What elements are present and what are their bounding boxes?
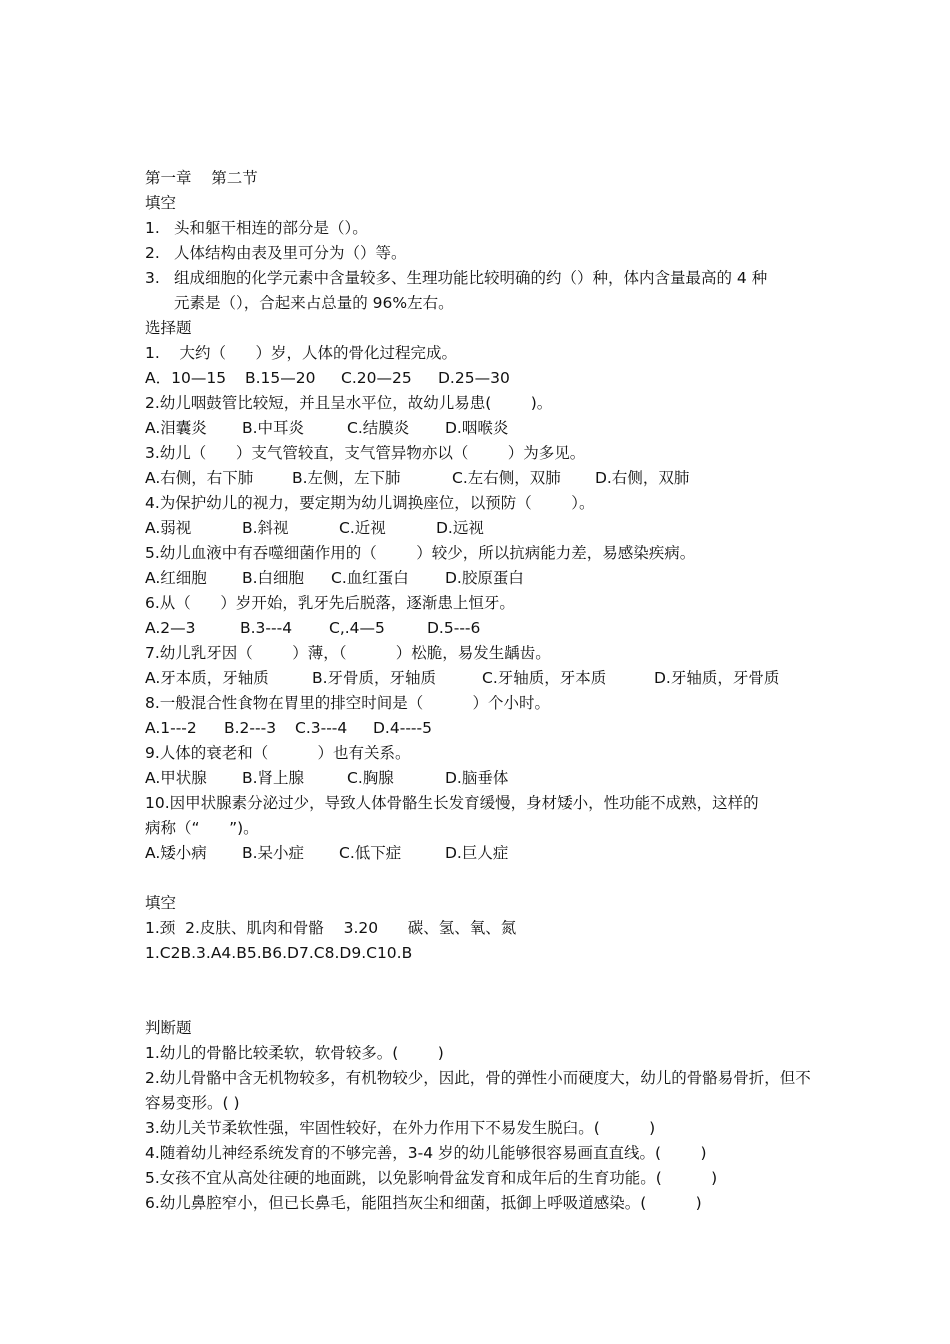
option: D.25—30	[438, 369, 510, 387]
spacer	[145, 866, 817, 891]
option: B.呆小症	[242, 844, 305, 862]
choice-question-continuation: 病称（“ ”)。	[145, 819, 259, 837]
judge-section-title: 判断题	[145, 1019, 192, 1037]
choice-options	[145, 716, 817, 741]
option: A.红细胞	[145, 569, 207, 587]
choice-options	[145, 416, 817, 441]
choice-options	[145, 616, 817, 641]
fill-item	[145, 241, 817, 266]
option: D.咽喉炎	[445, 419, 509, 437]
choice-question: 1. 大约（ ）岁，人体的骨化过程完成。	[145, 344, 458, 362]
judge-item: 6.幼儿鼻腔窄小，但已长鼻毛，能阻挡灰尘和细菌，抵御上呼吸道感染。( )	[145, 1194, 702, 1212]
option: A.1---2	[145, 719, 197, 737]
option: C,.4—5	[329, 619, 385, 637]
option: A．10—15	[145, 369, 227, 387]
option: A.2—3	[145, 619, 196, 637]
option: B.牙骨质，牙轴质	[312, 669, 437, 687]
choice-options	[145, 566, 817, 591]
fill-section-title: 填空	[145, 194, 177, 212]
choice-options	[145, 366, 817, 391]
option: B.中耳炎	[242, 419, 305, 437]
choice-options	[145, 516, 817, 541]
option: C.左右侧，双肺	[452, 469, 561, 487]
fill-item-continuation: 元素是（），合起来占总量的 96%左右。	[174, 294, 454, 312]
option: B.3---4	[240, 619, 293, 637]
choice-section-title: 选择题	[145, 319, 192, 337]
option: A.泪囊炎	[145, 419, 207, 437]
option: D.远视	[436, 519, 484, 537]
item-text: 人体结构由表及里可分为（）等。	[174, 244, 407, 262]
option: C.近视	[339, 519, 386, 537]
option: A.牙本质，牙轴质	[145, 669, 269, 687]
option: C.3---4	[295, 719, 348, 737]
choice-question: 3.幼儿（ ）支气管较直，支气管异物亦以（ ）为多见。	[145, 444, 586, 462]
item-number: 3.	[145, 269, 160, 287]
choice-options	[145, 466, 817, 491]
chapter-heading: 第一章 第二节	[145, 169, 258, 187]
choice-options	[145, 766, 817, 791]
option: C.胸腺	[347, 769, 394, 787]
fill-item	[145, 266, 817, 291]
option: A.弱视	[145, 519, 192, 537]
option: B.斜视	[242, 519, 289, 537]
option: C.20—25	[341, 369, 412, 387]
option: C.低下症	[339, 844, 402, 862]
option: C.牙轴质，牙本质	[482, 669, 607, 687]
judge-item: 3.幼儿关节柔软性强，牢固性较好，在外力作用下不易发生脱臼。( )	[145, 1119, 656, 1137]
fill-item	[145, 216, 817, 241]
spacer	[145, 966, 817, 1016]
option: B.15—20	[245, 369, 316, 387]
item-text: 组成细胞的化学元素中含量较多、生理功能比较明确的约（）种，体内含量最高的 4 种	[174, 269, 768, 287]
option: B.肾上腺	[242, 769, 305, 787]
fill-answers: 1.颈 2.皮肤、肌肉和骨骼 3.20 碳、氢、氧、氮	[145, 919, 517, 937]
option: D.4----5	[373, 719, 432, 737]
item-text: 头和躯干相连的部分是（）。	[174, 219, 368, 237]
choice-options	[145, 666, 817, 691]
choice-answers: 1.C2B.3.A4.B5.B6.D7.C8.D9.C10.B	[145, 944, 413, 962]
choice-question: 8.一般混合性食物在胃里的排空时间是（ ）个小时。	[145, 694, 551, 712]
item-number: 2.	[145, 244, 160, 262]
option: D.胶原蛋白	[445, 569, 524, 587]
choice-question: 2.幼儿咽鼓管比较短，并且呈水平位，故幼儿易患( )。	[145, 394, 553, 412]
choice-question: 6.从（ ）岁开始，乳牙先后脱落，逐渐患上恒牙。	[145, 594, 515, 612]
choice-question: 7.幼儿乳牙因（ ）薄，（ ）松脆，易发生龋齿。	[145, 644, 551, 662]
option: A.甲状腺	[145, 769, 207, 787]
document-page	[145, 166, 817, 1216]
choice-question: 4.为保护幼儿的视力，要定期为幼儿调换座位，以预防（ ）。	[145, 494, 595, 512]
choice-question: 5.幼儿血液中有吞噬细菌作用的（ ）较少，所以抗病能力差，易感染疾病。	[145, 544, 696, 562]
choice-question: 10.因甲状腺素分泌过少，导致人体骨骼生长发育缓慢，身材矮小，性功能不成熟，这样的	[145, 794, 759, 812]
option: D.5---6	[427, 619, 481, 637]
judge-item: 4.随着幼儿神经系统发育的不够完善，3-4 岁的幼儿能够很容易画直直线。( )	[145, 1144, 707, 1162]
option: D.右侧，双肺	[595, 469, 690, 487]
answers-title: 填空	[145, 894, 177, 912]
option: B.2---3	[224, 719, 277, 737]
option: A.矮小病	[145, 844, 207, 862]
option: D.巨人症	[445, 844, 509, 862]
option: C.血红蛋白	[331, 569, 409, 587]
option: A.右侧，右下肺	[145, 469, 254, 487]
item-number: 1.	[145, 219, 160, 237]
choice-question: 9.人体的衰老和（ ）也有关系。	[145, 744, 411, 762]
judge-item: 1.幼儿的骨骼比较柔软，软骨较多。( )	[145, 1044, 444, 1062]
option: D.脑垂体	[445, 769, 509, 787]
judge-item: 2.幼儿骨骼中含无机物较多，有机物较少，因此，骨的弹性小而硬度大，幼儿的骨骼易骨折，但不容易变形。( )	[145, 1069, 811, 1112]
option: B.左侧，左下肺	[292, 469, 401, 487]
choice-options	[145, 841, 817, 866]
option: C.结膜炎	[347, 419, 410, 437]
judge-item: 5.女孩不宜从高处往硬的地面跳，以免影响骨盆发育和成年后的生育功能。( )	[145, 1169, 718, 1187]
option: D.牙轴质，牙骨质	[654, 669, 780, 687]
option: B.白细胞	[242, 569, 305, 587]
